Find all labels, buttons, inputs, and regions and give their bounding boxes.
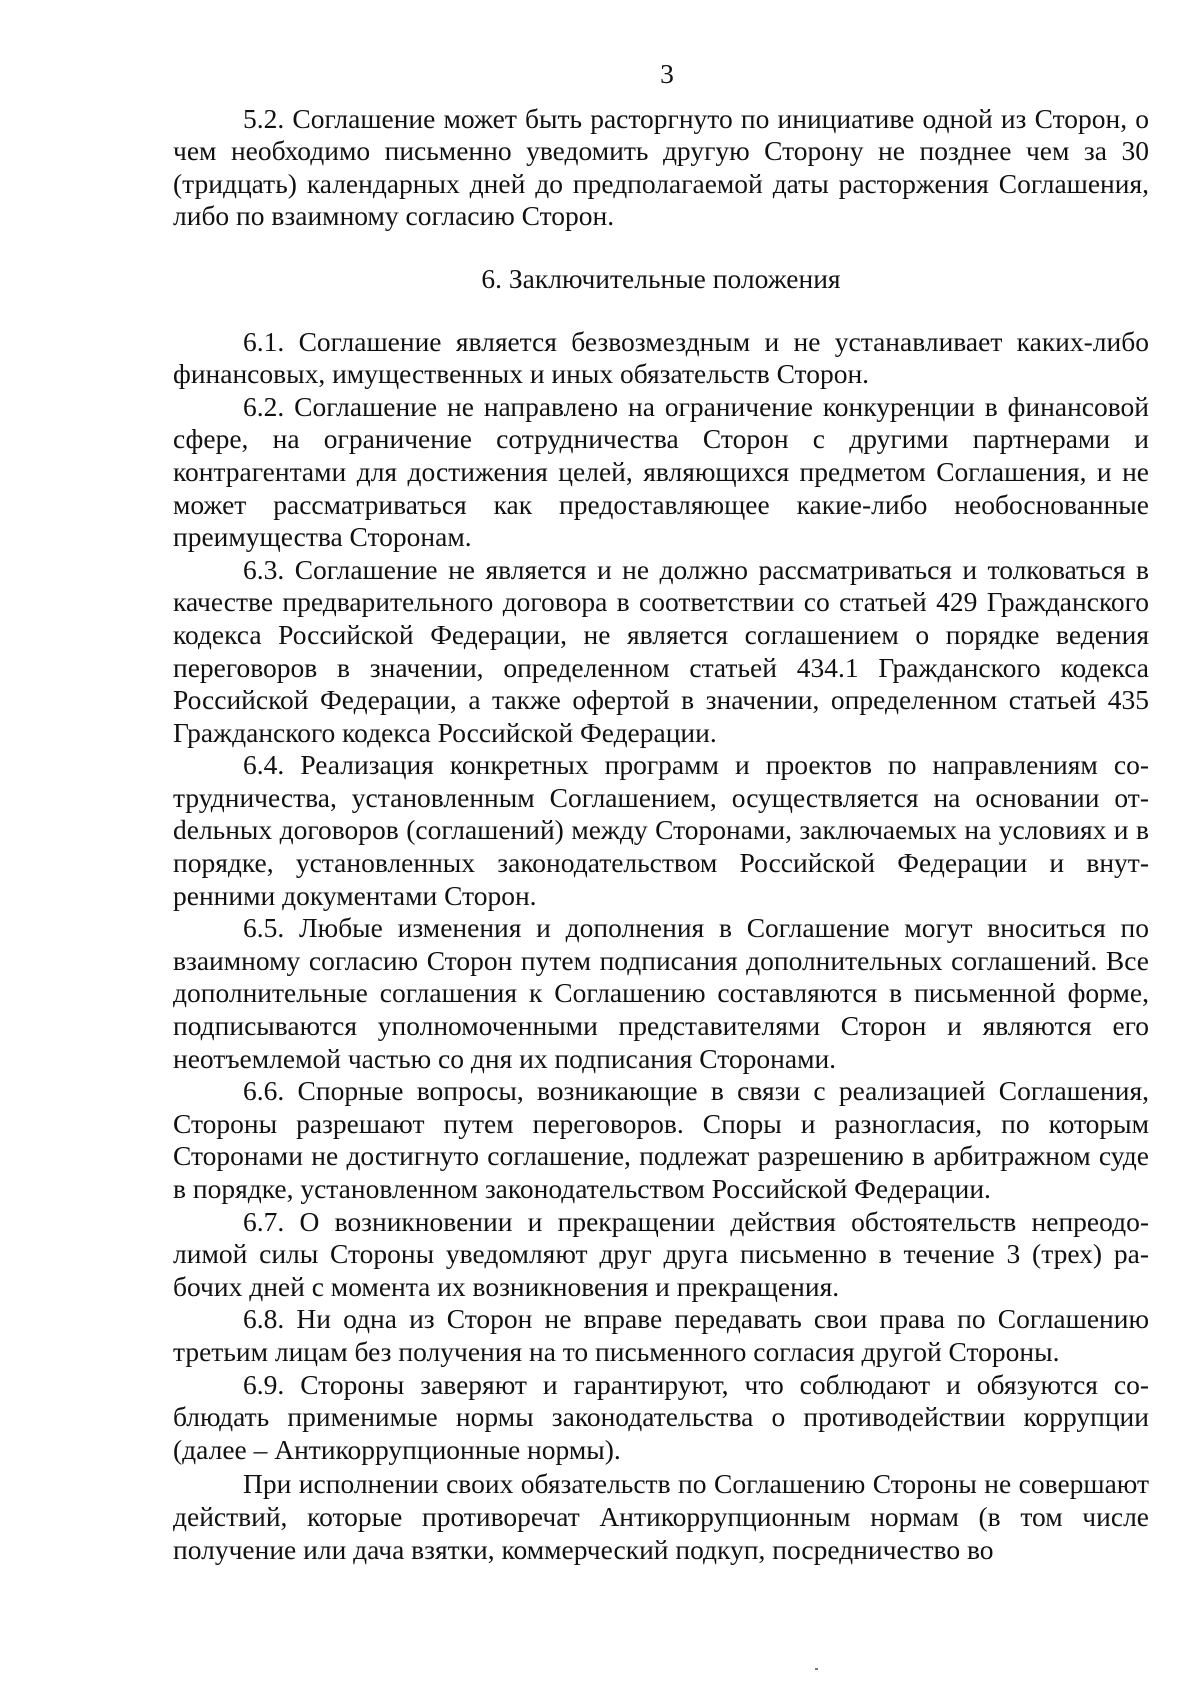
paragraph-6-6: 6.6. Спорные вопросы, возникающие в связи с реализацией Соглашения, Стороны разрешают путем переговоров. Споры и разногласия, по которым Сторонами не достигнуто соглашение, подлежат разрешению в арбитражном суде в порядке, установленном законодательством Российской Федерации.: [173, 1075, 1149, 1204]
paragraph-6-1: 6.1. Соглашение является безвозмездным и не устанавливает каких-либо финансовых, имущественных и иных обязательств Сторон.: [173, 325, 1149, 390]
paragraph-6-3: 6.3. Соглашение не является и не должно рассматриваться и толковаться в качестве предварительного договора в соответствии со статьей 429 Гражданского кодекса Российской Федерации, не является соглашением о порядке ведения переговоров в значении, определенном статьей 434.1 Гражданского кодекса Российской Федерации, а также офертой в значении, определенном статьей 435 Гражданского кодекса Российской Федерации.: [173, 553, 1149, 748]
page-number: 3: [660, 58, 674, 89]
paragraph-6-9: 6.9. Стороны заверяют и гарантируют, что соблюдают и обязуются соблюдать применимые нормы законодательства о противодействии коррупции (далее – Антикоррупционные нормы).: [173, 1368, 1149, 1465]
paragraph-6-7: 6.7. О возникновении и прекращении действия обстоятельств непреодолимой силы Стороны уведомляют друг друга письменно в течение 3 (трех) рабочих дней с момента их возникновения и прекращения.: [173, 1205, 1149, 1302]
paragraph-6-2: 6.2. Соглашение не направлено на ограничение конкуренции в финансовой сфере, на ограничение сотрудничества Сторон с другими партнерами и контрагентами для достижения целей, являющихся предметом Соглашения, и не может рассматриваться как предоставляющее какие-либо необоснованные преимущества Сторонам.: [173, 390, 1149, 553]
scan-speck: [815, 1668, 818, 1670]
paragraph-anticorruption-obligations: При исполнении своих обязательств по Соглашению Стороны не совершают действий, которые противоречат Антикоррупционным нормам (в том числе получение или дача взятки, коммерческий подкуп, посредничество во: [173, 1468, 1149, 1565]
document-page: [173, 58, 1149, 1566]
paragraph-6-8: 6.8. Ни одна из Сторон не вправе передавать свои права по Соглашению третьим лицам без получения на то письменного согласия другой Стороны.: [173, 1303, 1149, 1367]
section-title-final-provisions: 6. Заключительные положения: [481, 262, 841, 294]
paragraph-6-5: 6.5. Любые изменения и дополнения в Соглашение могут вноситься по взаимному согласию Сторон путем подписания дополнительных соглашений. Все дополнительные соглашения к Соглашению составляются в письменной форме, подписываются уполномоченными представителями Сторон и являются его неотъемлемой частью со дня их подписания Сторонами.: [173, 912, 1149, 1074]
paragraph-6-4: 6.4. Реализация конкретных программ и проектов по направлениям сотрудничества, установленным Соглашением, осуществляется на основании отdельных договоров (соглашений) между Сторонами, заключаемых на условиях и в порядке, установленных законодательством Российской Федерации и внутренними документами Сторон.: [173, 749, 1149, 911]
paragraph-5-2: 5.2. Соглашение может быть расторгнуто по инициативе одной из Сторон, о чем необходимо письменно уведомить другую Сторону не позднее чем за 30 (тридцать) календарных дней до предполагаемой даты расторжения Соглашения, либо по взаимному согласию Сторон.: [173, 102, 1149, 232]
